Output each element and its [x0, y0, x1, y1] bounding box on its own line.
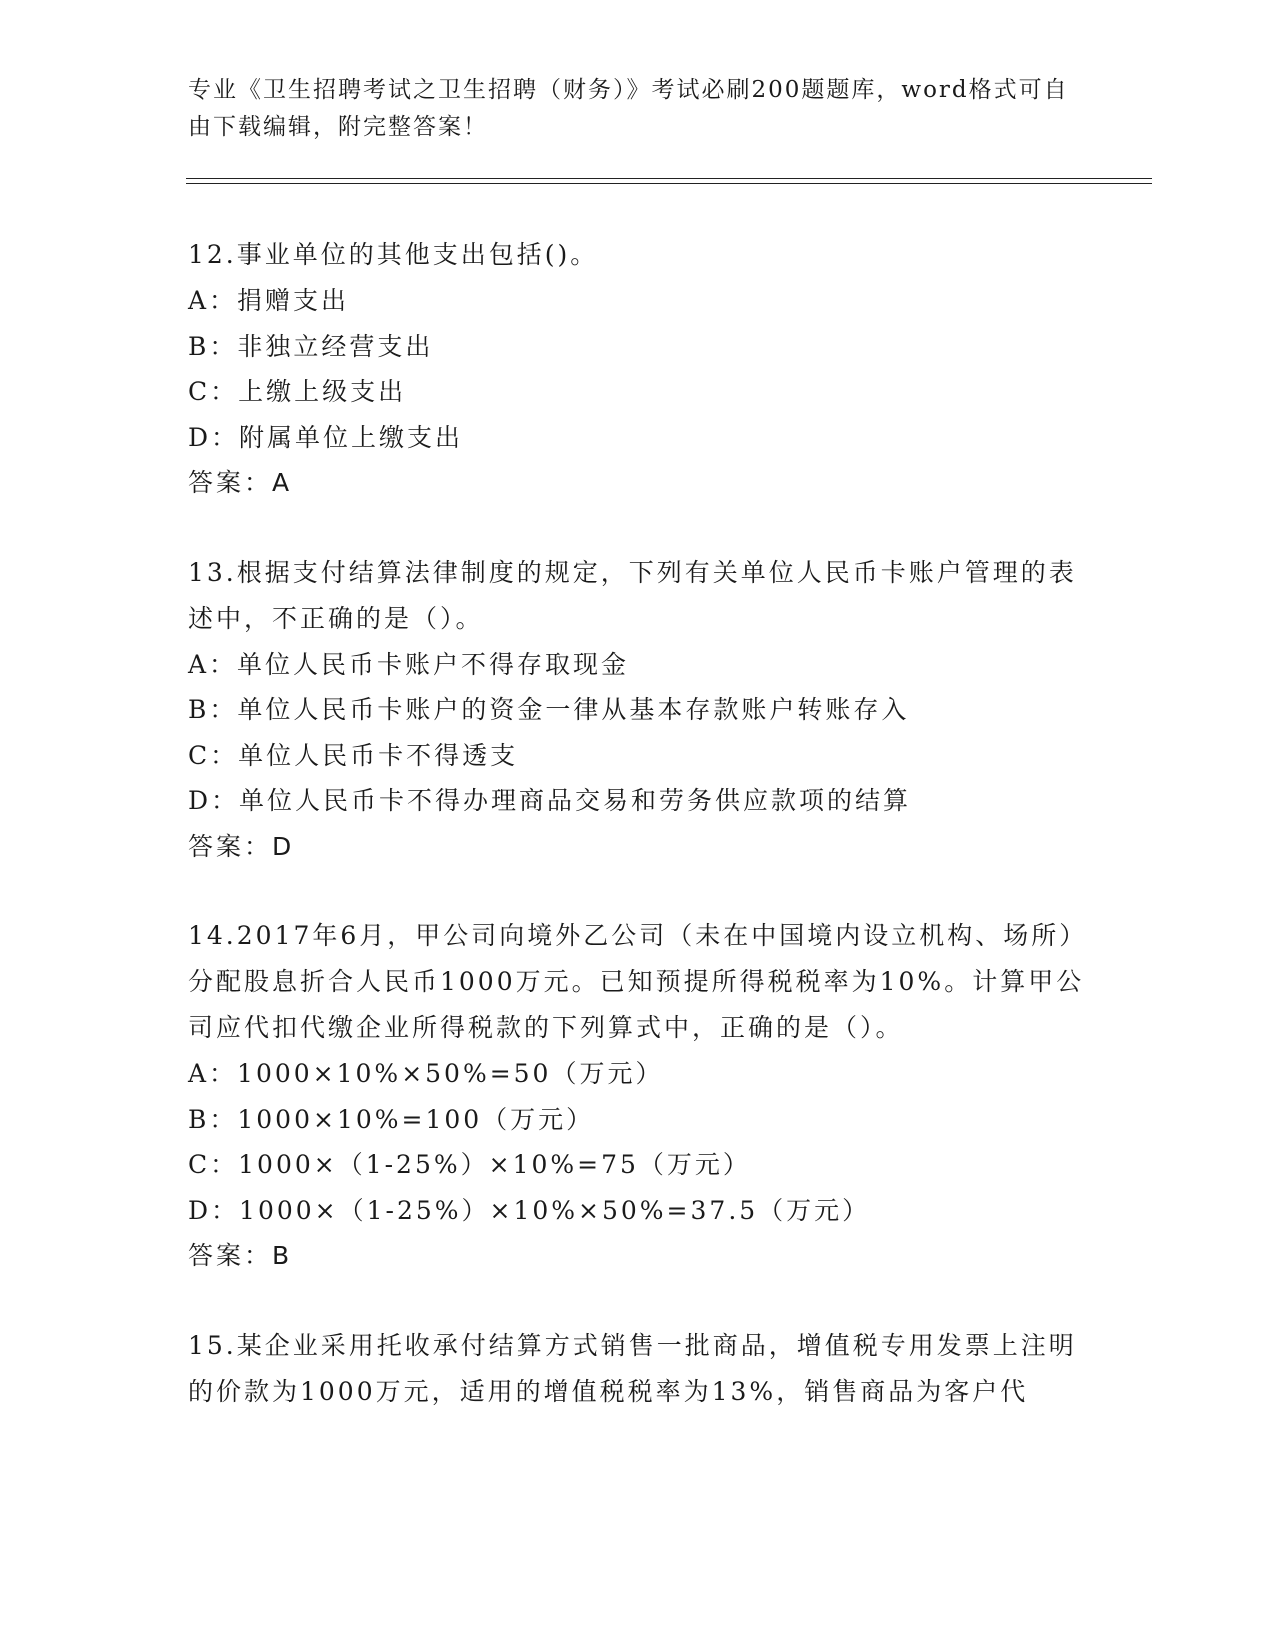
option-b: B：单位人民币卡账户的资金一律从基本存款账户转账存入: [188, 695, 910, 724]
question-text: 15.某企业采用托收承付结算方式销售一批商品，增值税专用发票上注明的价款为1000万元，适用的增值税税率为13%，销售商品为客户代: [188, 1330, 1077, 1406]
question-13: [188, 550, 1088, 870]
answer-line: 答案：A: [188, 468, 293, 497]
header-divider-line: [186, 178, 1152, 179]
question-15: [188, 1323, 1088, 1415]
option-d: D：单位人民币卡不得办理商品交易和劳务供应款项的结算: [188, 786, 912, 815]
question-list: [188, 232, 1088, 1415]
question-14: [188, 913, 1088, 1279]
option-c: C：上缴上级支出: [188, 377, 407, 406]
question-text: 12.事业单位的其他支出包括()。: [188, 240, 599, 269]
option-b: B：非独立经营支出: [188, 331, 434, 361]
option-d: D：附属单位上缴支出: [188, 422, 464, 452]
option-b: B：1000×10%=100（万元）: [188, 1104, 595, 1134]
option-d: D：1000×（1-25%）×10%×50%=37.5（万元）: [188, 1195, 871, 1225]
option-a: A：1000×10%×50%=50（万元）: [188, 1059, 664, 1088]
document-header: [188, 72, 1088, 146]
question-12: [188, 232, 1088, 506]
header-divider-line-2: [186, 183, 1152, 184]
option-c: C：单位人民币卡不得透支: [188, 740, 519, 770]
answer-line: 答案：B: [188, 1241, 293, 1270]
question-text: 13.根据支付结算法律制度的规定，下列有关单位人民币卡账户管理的表述中，不正确的是（）。: [188, 557, 1077, 633]
option-a: A：单位人民币卡账户不得存取现金: [188, 649, 630, 679]
header-intro-text: 专业《卫生招聘考试之卫生招聘（财务）》考试必刷200题题库，word格式可自由下载编辑，附完整答案！: [188, 77, 1069, 140]
question-text: 14.2017年6月，甲公司向境外乙公司（未在中国境内设立机构、场所）分配股息折合人民币1000万元。已知预提所得税税率为10%。计算甲公司应代扣代缴企业所得税款的下列算式中，正确的是（）。: [188, 921, 1088, 1042]
option-a: A：捐赠支出: [188, 286, 350, 315]
option-c: C：1000×（1-25%）×10%=75（万元）: [188, 1150, 751, 1179]
answer-line: 答案：D: [188, 831, 295, 861]
